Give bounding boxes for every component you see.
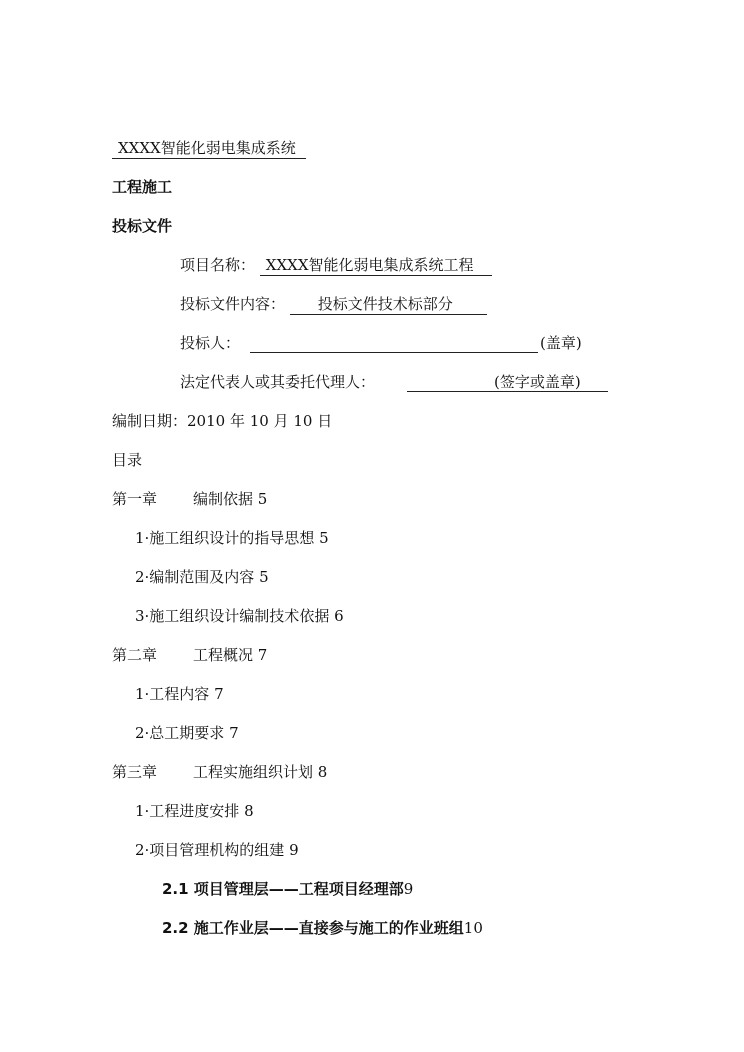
chapter-title: 编制依据 5 — [193, 490, 268, 508]
subitem-title: 2.1 项目管理层——工程项目经理部 — [162, 880, 404, 898]
toc-heading: 目录 — [112, 451, 143, 469]
toc-chapter-2 — [112, 645, 267, 665]
bidder-signature-line — [250, 352, 538, 353]
project-name-label: 项目名称： — [180, 256, 256, 274]
title-line-2: 投标文件 — [112, 217, 173, 235]
chapter-number: 第三章 — [112, 763, 158, 781]
toc-item: 3·施工组织设计编制技术依据 6 — [135, 607, 344, 625]
bidder-label: 投标人： — [180, 334, 241, 352]
toc-item: 1·工程内容 7 — [135, 685, 224, 703]
bid-content-value: 投标文件技术标部分 — [290, 294, 487, 315]
toc-subitem-2-2 — [162, 918, 483, 938]
project-title: XXXX智能化弱电集成系统 — [112, 138, 306, 159]
project-name-value: XXXX智能化弱电集成系统工程 — [260, 255, 492, 276]
subitem-page: 10 — [463, 919, 483, 937]
bid-content-label: 投标文件内容： — [180, 295, 286, 313]
toc-item: 1·施工组织设计的指导思想 5 — [135, 529, 329, 547]
compile-date: 编制日期：2010 年 10 月 10 日 — [112, 412, 333, 430]
chapter-number: 第一章 — [112, 490, 158, 508]
toc-subitem-2-1 — [162, 879, 413, 899]
bidder-seal-note: (盖章) — [540, 334, 582, 352]
toc-item: 2·项目管理机构的组建 9 — [135, 841, 299, 859]
bid-content-row — [180, 294, 487, 315]
toc-item: 1·工程进度安排 8 — [135, 802, 254, 820]
chapter-title: 工程实施组织计划 8 — [193, 763, 328, 781]
chapter-number: 第二章 — [112, 646, 158, 664]
toc-item: 2·总工期要求 7 — [135, 724, 239, 742]
project-name-row — [180, 255, 492, 276]
representative-label: 法定代表人或其委托代理人： — [180, 373, 376, 391]
subitem-title: 2.2 施工作业层——直接参与施工的作业班组 — [162, 919, 464, 937]
title-line-1: 工程施工 — [112, 178, 173, 196]
toc-chapter-1 — [112, 489, 267, 509]
representative-sign-note: (签字或盖章) — [494, 373, 581, 391]
subitem-page: 9 — [403, 880, 414, 898]
toc-chapter-3 — [112, 762, 327, 782]
chapter-title: 工程概况 7 — [193, 646, 268, 664]
toc-item: 2·编制范围及内容 5 — [135, 568, 269, 586]
